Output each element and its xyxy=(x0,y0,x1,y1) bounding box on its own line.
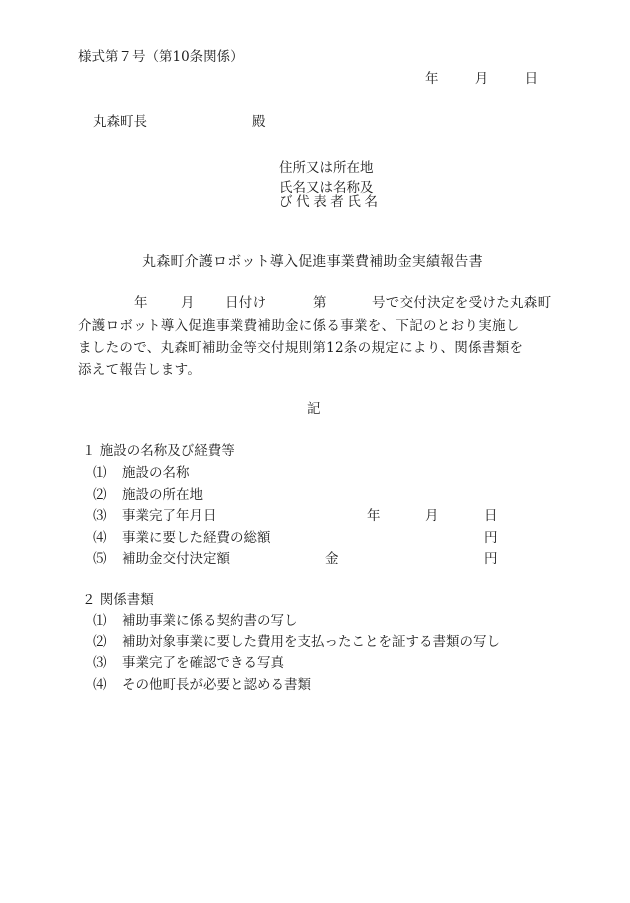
item-number: ⑴ xyxy=(93,613,107,629)
section-1-item-4 xyxy=(0,532,630,548)
document-title: 丸森町介護ロボット導入促進事業費補助金実績報告書 xyxy=(142,254,483,270)
body-year-field[interactable]: 年 xyxy=(134,295,148,311)
section-2-item-4 xyxy=(0,679,630,695)
item-number: ⑷ xyxy=(93,677,107,693)
item-label: 補助金交付決定額 xyxy=(122,551,230,567)
addressee-name: 丸森町長 xyxy=(93,114,147,130)
item-number: ⑴ xyxy=(93,465,107,481)
item-number: ⑶ xyxy=(93,655,107,671)
date-year-field[interactable]: 年 xyxy=(425,71,439,87)
item-label: 事業完了年月日 xyxy=(122,508,217,524)
ki-marker: 記 xyxy=(307,401,321,417)
section-1-item-5 xyxy=(0,553,630,569)
date-month-field[interactable]: 月 xyxy=(474,71,489,87)
date-line xyxy=(425,73,538,87)
item-label: 施設の名称 xyxy=(122,465,190,481)
section-2-item-2 xyxy=(0,636,630,652)
item-number: ⑸ xyxy=(93,551,107,567)
body-dated-text: 日付け xyxy=(225,295,267,311)
item-number: ⑵ xyxy=(93,487,107,503)
applicant-address-label: 住所又は所在地 xyxy=(279,160,374,176)
section-2-item-1 xyxy=(0,615,630,631)
body-line-3: ましたので、丸森町補助金等交付規則第12条の規定により、関係書類を xyxy=(78,340,524,356)
section-1-item-2 xyxy=(0,489,630,505)
form-number: 様式第７号（第10条関係） xyxy=(78,49,244,65)
section-1-item-1 xyxy=(0,467,630,483)
section-1-item-3 xyxy=(0,510,630,526)
addressee-honorific: 殿 xyxy=(252,114,266,130)
body-line-2: 介護ロボット導入促進事業費補助金に係る事業を、下記のとおり実施し xyxy=(78,318,520,334)
item-number: ⑷ xyxy=(93,530,107,546)
item-label: 事業完了を確認できる写真 xyxy=(122,655,284,671)
body-month-field[interactable]: 月 xyxy=(181,295,195,311)
grant-amount-prefix: 金 xyxy=(325,551,339,567)
section-1-heading: １ 施設の名称及び経費等 xyxy=(82,443,235,459)
section-2-item-3 xyxy=(0,657,630,673)
body-line-1 xyxy=(0,297,630,313)
applicant-name-label-line2: び代表者氏名 xyxy=(279,194,382,210)
date-day-field[interactable]: 日 xyxy=(524,71,539,87)
completion-month-field[interactable]: 月 xyxy=(425,508,439,524)
item-label: 補助対象事業に要した費用を支払ったことを証する書類の写し xyxy=(122,634,500,650)
item-label: 補助事業に係る契約書の写し xyxy=(122,613,298,629)
item-label: 施設の所在地 xyxy=(122,487,203,503)
total-cost-unit: 円 xyxy=(484,530,498,546)
body-line-1-rest: 号で交付決定を受けた丸森町 xyxy=(372,295,552,311)
grant-amount-unit: 円 xyxy=(484,551,498,567)
completion-day-field[interactable]: 日 xyxy=(484,508,498,524)
item-label: 事業に要した経費の総額 xyxy=(122,530,271,546)
body-no-prefix: 第 xyxy=(313,295,327,311)
body-line-4: 添えて報告します。 xyxy=(78,362,202,378)
item-label: その他町長が必要と認める書類 xyxy=(122,677,311,693)
item-number: ⑶ xyxy=(93,508,107,524)
completion-year-field[interactable]: 年 xyxy=(367,508,381,524)
applicant-name-label-line1: 氏名又は名称及 xyxy=(279,180,374,196)
section-2-heading: ２ 関係書類 xyxy=(82,592,154,608)
item-number: ⑵ xyxy=(93,634,107,650)
addressee xyxy=(93,114,266,130)
